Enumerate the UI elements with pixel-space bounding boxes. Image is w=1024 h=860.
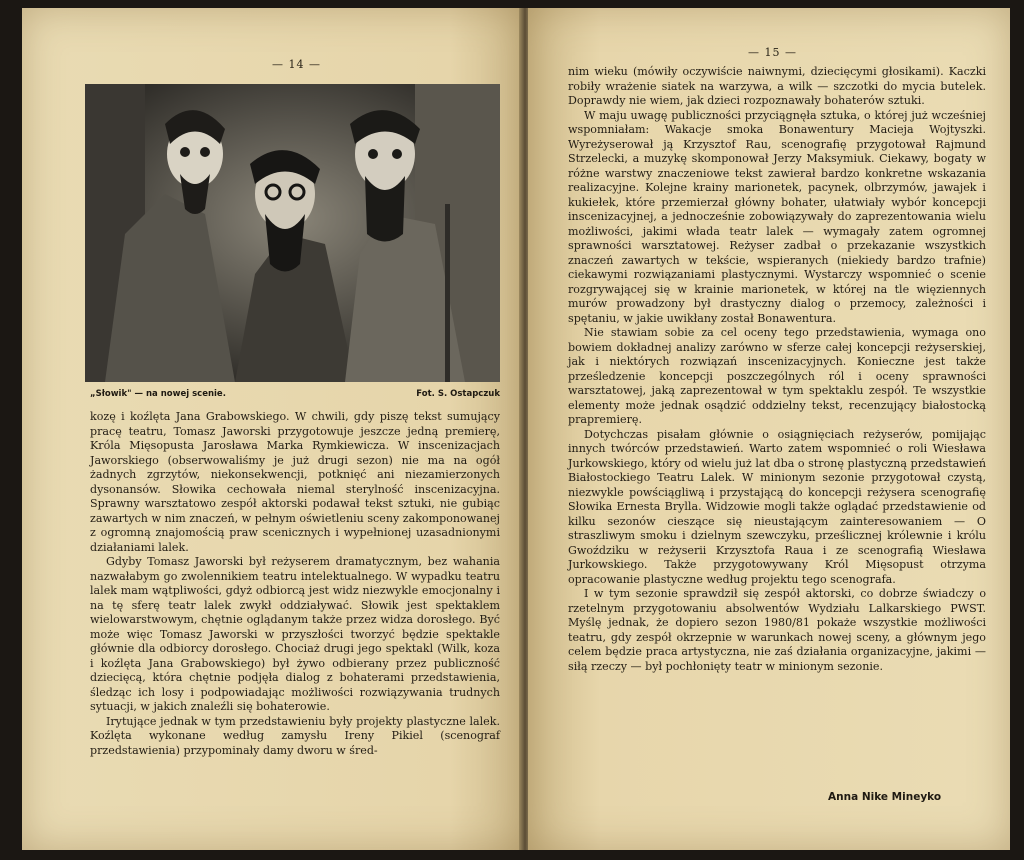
- book-spread: [14, 8, 1012, 850]
- paragraph: I w tym sezonie sprawdził się zespół aktorski, co dobrze świadczy o rzetelnym przygotowaniu absolwentów Wydziału Lalkarskiego PWST. Myślę jednak, że dopiero sezon 1980/81 pokaże wszystkie możliwości teatru, gdy zespół okrzepnie w warunkach nowej sceny, a głównym jego celem będzie praca artystyczna, nie zaś działania organizacyjne, jakimi — siłą rzeczy — był pochłonięty teatr w minionym sezonie.: [568, 587, 986, 673]
- paragraph: Nie stawiam sobie za cel oceny tego przedstawienia, wymaga ono bowiem dokładnej analizy zarówno w sferze całej koncepcji reżyserskiej, jak i niektórych rozwiązań inscenizacyjnych. Konieczne jest także prześledzenie koncepcji poszczególnych ról i oceny sprawności warsztatowej, jaką zaprezentował w tym spektaklu zespół. Te wszystkie elementy może jednak osądzić oddzielny tekst, recenzujący białostocką prapremierę.: [568, 326, 986, 426]
- paragraph: Gdyby Tomasz Jaworski był reżyserem dramatycznym, bez wahania nazwałabym go zwolennikiem teatru intelektualnego. W wypadku teatru lalek mam wątpliwości, gdyż odbiorcą jest widz niezwykle emocjonalny i na tę sferę teatr lalek zwykł oddziaływać. Słowik jest spektaklem wielowarstwowym, chętnie oglądanym także przez widza dorosłego. Być może więc Tomasz Jaworski w przyszłości tworzyć będzie spektakle głównie dla odbiorcy dorosłego. Chociaż drugi jego spektakl (Wilk, koza i koźlęta Jana Grabowskiego) był żywo odbierany przez publiczność dziecięcą, która chętnie podjęła dialog z bohaterami przedstawienia, śledząc ich losy i podpowiadając możliwości rozwiązywania trudnych sytuacji, w jakich znaleźli się bohaterowie.: [90, 555, 500, 713]
- photo-caption-row: [90, 389, 500, 403]
- right-page-text: [568, 65, 986, 674]
- right-page: [528, 8, 1010, 850]
- photo-caption: „Słowik" — na nowej scenie.: [90, 389, 226, 399]
- photo-credit: Fot. S. Ostapczuk: [416, 389, 500, 399]
- puppet-photo-image: [85, 84, 500, 382]
- paragraph: kozę i koźlęta Jana Grabowskiego. W chwili, gdy piszę tekst sumujący pracę teatru, Tomasz Jaworski przygotowuje jeszcze jedną premierę, Króla Mięsopusta Jarosława Marka Rymkiewicza. W inscenizacjach Jaworskiego (obserwowaliśmy je już drugi sezon) nie ma na ogół żadnych zgrzytów, niekonsekwencji, potknięć ani niezamierzonych dysonansów. Słowika cechowała niemal sterylność inscenizacyjna. Sprawny warsztatowo zespół aktorski podawał tekst sztuki, nie gubiąc zawartych w nim znaczeń, w pełnym oświetleniu sceny zakomponowanej z ogromną znajomością praw scenicznych i wypełnionej uzasadnionymi działaniami lalek.: [90, 410, 500, 554]
- author-signature: Anna Nike Mineyko: [828, 791, 942, 803]
- page-number-14: — 14 —: [272, 58, 321, 71]
- page-number-15: — 15 —: [748, 46, 797, 59]
- paragraph: Irytujące jednak w tym przedstawieniu były projekty plastyczne lalek. Koźlęta wykonane według zamysłu Ireny Pikiel (scenograf przedstawienia) przypominały damy dworu w śred-: [90, 714, 500, 757]
- puppet-photo: [85, 84, 500, 382]
- left-page-text: [90, 410, 500, 758]
- paragraph: Dotychczas pisałam głównie o osiągnięciach reżyserów, pomijając innych twórców przedstawień. Warto zatem wspomnieć o roli Wiesława Jurkowskiego, który od wielu już lat dba o stronę plastyczną przedstawień Białostockiego Teatru Lalek. W minionym sezonie przygotował czystą, niezwykle powściągliwą i przystającą do koncepcji reżysera scenografię Słowika Ernesta Brylla. Widzowie mogli także oglądać przedstawienie od kilku sezonów cieszące się nieustającym zainteresowaniem — O straszliwym smoku i dzielnym szewczyku, prześlicznej królewnie i królu Gwoździku w reżyserii Krzysztofa Raua i ze scenografią Wiesława Jurkowskiego. Także przygotowywany Król Mięsopust otrzyma opracowanie plastyczne według projektu tego scenografa.: [568, 427, 986, 586]
- paragraph: nim wieku (mówiły oczywiście naiwnymi, dziecięcymi głosikami). Kaczki robiły wrażenie siatek na warzywa, a wilk — szczotki do mycia butelek. Doprawdy nie wiem, jak dzieci rozpoznawały bohaterów sztuki.: [568, 65, 986, 107]
- left-page: [22, 8, 525, 850]
- paragraph: W maju uwagę publiczności przyciągnęła sztuka, o której już wcześniej wspomniałam: Wakacje smoka Bonawentury Macieja Wojtyszki. Wyreżyserował ją Krzysztof Rau, scenografię przygotował Rajmund Strzelecki, a muzykę skomponował Jerzy Maksymiuk. Ciekawy, bogaty w różne warstwy znaczeniowe tekst zawierał bardzo konkretne wskazania realizacyjne. Kolejne krainy marionetek, pacynek, olbrzymów, jawajek i kukiełek, które przemierzał główny bohater, ułatwiały wybór koncepcji inscenizacyjnej, a jednocześnie zobowiązywały do zaprezentowania wielu możliwości, jakimi włada teatr lalek — wymagały zatem ogromnej sprawności warsztatowej. Reżyser zadbał o przekazanie wszystkich znaczeń zawartych w tekście, wspieranych (niekiedy bardzo trafnie) ciekawymi rozwiązaniami plastycznymi. Wystarczy wspomnieć o scenie rozgrywającej się w krainie marionetek, w której na tle więziennych murów prowadzony był drastyczny dialog o przemocy, zależności i spętaniu, w jakie uwikłany został Bonawentura.: [568, 108, 986, 325]
